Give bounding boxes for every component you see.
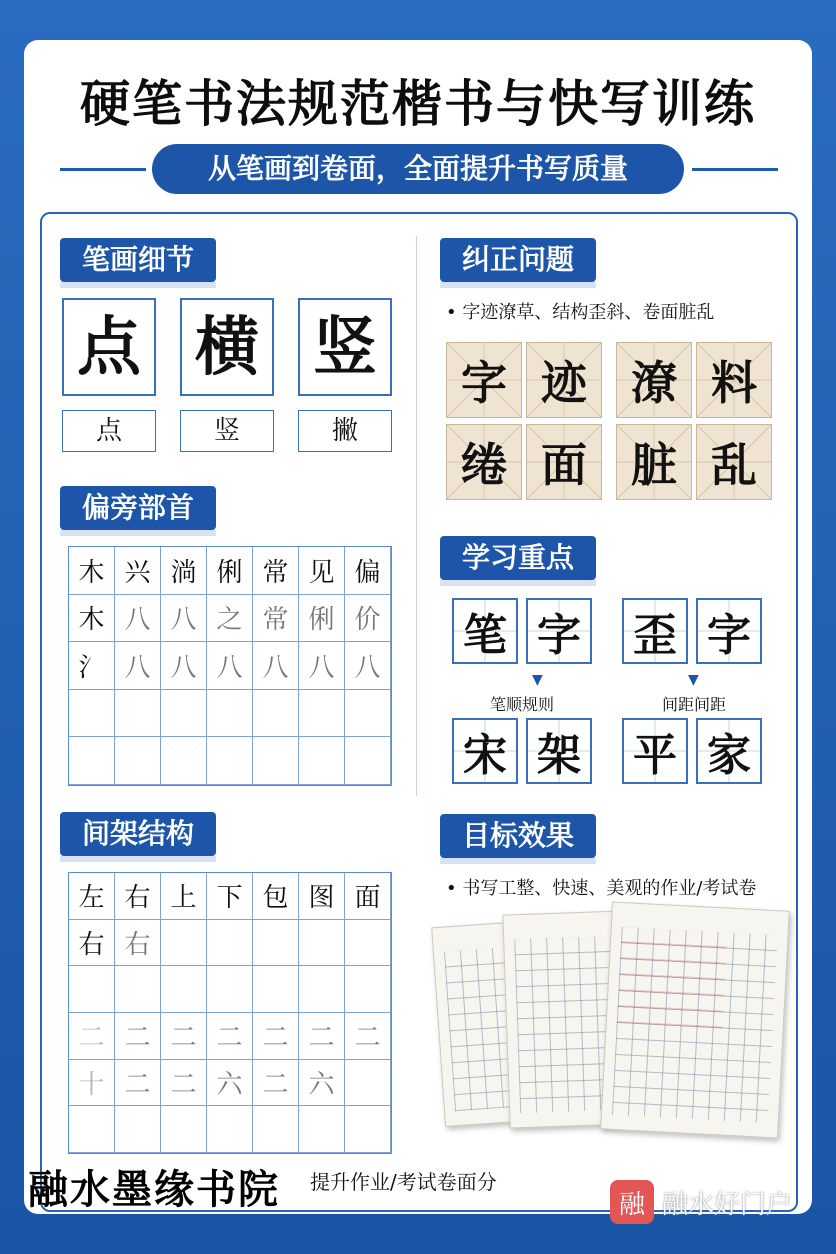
radicals-cell [253, 690, 299, 738]
structure-cell: 六 [299, 1060, 345, 1107]
section-tag-problems: 纠正问题 [440, 238, 596, 282]
subtitle-line-right [692, 168, 778, 171]
structure-cell: 右 [115, 873, 161, 920]
structure-cell [69, 966, 115, 1013]
structure-cell [253, 966, 299, 1013]
radicals-cell [69, 737, 115, 785]
subtitle-pill: 从笔画到卷面，全面提升书写质量 [152, 144, 684, 194]
stroke-big-char-2 [180, 298, 274, 396]
section-tag-strokes: 笔画细节 [60, 238, 216, 282]
radicals-cell: 见 [299, 547, 345, 595]
stroke-big-char-1-text: 点 [77, 310, 141, 385]
structure-cell: 面 [345, 873, 391, 920]
radicals-cell [115, 690, 161, 738]
stroke-caption-2: 竖 [180, 410, 274, 452]
structure-cell [207, 1106, 253, 1153]
radicals-cell: 木 [69, 595, 115, 643]
problem-char-7: 脏 [616, 424, 692, 500]
problems-bullet-text: 字迹潦草、结构歪斜、卷面脏乱 [462, 302, 715, 323]
radicals-cell: 氵 [69, 642, 115, 690]
radicals-cell [253, 737, 299, 785]
structure-cell: 六 [207, 1060, 253, 1107]
focus-bottom-char-1: 宋 [452, 718, 518, 784]
structure-cell: 左 [69, 873, 115, 920]
structure-practice-grid [68, 872, 392, 1154]
brand-tagline: 提升作业/考试卷面分 [310, 1170, 497, 1194]
watermark-text: 融水好门户 [662, 1189, 793, 1220]
radicals-cell: 八 [115, 642, 161, 690]
stroke-caption-3: 撇 [298, 410, 392, 452]
goals-bullet: • 书写工整、快速、美观的作业/考试卷 [446, 878, 757, 899]
structure-cell: 二 [115, 1013, 161, 1060]
focus-label-1: 笔顺规则 [490, 695, 555, 714]
radicals-cell [345, 737, 391, 785]
structure-cell: 十 [69, 1060, 115, 1107]
structure-cell [115, 1106, 161, 1153]
stroke-big-char-3 [298, 298, 392, 396]
structure-cell: 上 [161, 873, 207, 920]
structure-cell [207, 966, 253, 1013]
structure-cell [69, 1106, 115, 1153]
structure-cell [345, 920, 391, 967]
stroke-caption-1: 点 [62, 410, 156, 452]
radicals-cell: 偏 [345, 547, 391, 595]
problem-char-6: 面 [526, 424, 602, 500]
arrow-down-icon-1: ▼ [532, 672, 543, 688]
radicals-cell [115, 737, 161, 785]
structure-cell: 二 [161, 1013, 207, 1060]
problem-char-1: 字 [446, 342, 522, 418]
radicals-cell: 俐 [299, 595, 345, 643]
section-tag-focus: 学习重点 [440, 536, 596, 580]
arrow-down-icon-2: ▼ [688, 672, 699, 688]
radicals-cell: 兴 [115, 547, 161, 595]
radicals-cell: 价 [345, 595, 391, 643]
radicals-cell: 木 [69, 547, 115, 595]
structure-cell: 右 [115, 920, 161, 967]
structure-cell [253, 1106, 299, 1153]
radicals-cell: 淌 [161, 547, 207, 595]
structure-cell: 二 [161, 1060, 207, 1107]
radicals-cell [207, 690, 253, 738]
problem-char-2: 迹 [526, 342, 602, 418]
radicals-cell: 八 [299, 642, 345, 690]
radicals-cell [161, 690, 207, 738]
structure-cell: 二 [69, 1013, 115, 1060]
problem-char-5: 绻 [446, 424, 522, 500]
radicals-cell: 八 [161, 642, 207, 690]
radicals-cell [345, 690, 391, 738]
structure-cell: 二 [115, 1060, 161, 1107]
focus-label-2: 间距间距 [662, 695, 727, 714]
structure-cell [161, 966, 207, 1013]
radicals-cell: 八 [253, 642, 299, 690]
radicals-cell [299, 690, 345, 738]
section-tag-structure: 间架结构 [60, 812, 216, 856]
structure-cell [345, 1060, 391, 1107]
radicals-cell: 常 [253, 547, 299, 595]
structure-cell [299, 920, 345, 967]
subtitle-line-left [60, 168, 146, 171]
radicals-practice-grid [68, 546, 392, 786]
radicals-cell [69, 690, 115, 738]
goals-bullet-text: 书写工整、快速、美观的作业/考试卷 [462, 878, 757, 899]
focus-bottom-char-3: 平 [622, 718, 688, 784]
radicals-cell: 八 [161, 595, 207, 643]
focus-top-char-2: 字 [526, 598, 592, 664]
structure-cell: 图 [299, 873, 345, 920]
stroke-big-char-3-text: 竖 [313, 310, 377, 385]
problem-char-8: 乱 [696, 424, 772, 500]
structure-cell: 二 [345, 1013, 391, 1060]
stroke-big-char-1 [62, 298, 156, 396]
structure-cell [299, 1106, 345, 1153]
page-title: 硬笔书法规范楷书与快写训练 [80, 75, 756, 133]
structure-cell: 下 [207, 873, 253, 920]
radicals-cell: 俐 [207, 547, 253, 595]
structure-cell [161, 920, 207, 967]
problem-char-4: 料 [696, 342, 772, 418]
radicals-cell: 八 [115, 595, 161, 643]
section-tag-goals: 目标效果 [440, 814, 596, 858]
radicals-cell: 常 [253, 595, 299, 643]
section-tag-radicals: 偏旁部首 [60, 486, 216, 530]
structure-cell [345, 966, 391, 1013]
structure-cell [253, 920, 299, 967]
radicals-cell: 八 [207, 642, 253, 690]
watermark [610, 1180, 792, 1224]
focus-top-char-3: 歪 [622, 598, 688, 664]
problem-char-3: 潦 [616, 342, 692, 418]
structure-cell: 二 [299, 1013, 345, 1060]
structure-cell: 二 [207, 1013, 253, 1060]
stroke-big-char-2-text: 横 [195, 310, 259, 385]
focus-bottom-char-4: 家 [696, 718, 762, 784]
structure-cell: 右 [69, 920, 115, 967]
structure-cell: 二 [253, 1013, 299, 1060]
column-divider [416, 236, 417, 796]
brand-calligraphy: 融水墨缘书院 [28, 1166, 280, 1213]
structure-cell [345, 1106, 391, 1153]
structure-cell [299, 966, 345, 1013]
radicals-cell [161, 737, 207, 785]
structure-cell [207, 920, 253, 967]
focus-top-char-4: 字 [696, 598, 762, 664]
focus-top-char-1: 笔 [452, 598, 518, 664]
sample-paper-3-marks [617, 933, 727, 1029]
watermark-logo-icon: 融 [610, 1180, 654, 1224]
radicals-cell: 八 [345, 642, 391, 690]
structure-cell [115, 966, 161, 1013]
structure-cell: 包 [253, 873, 299, 920]
problems-bullet: • 字迹潦草、结构歪斜、卷面脏乱 [446, 302, 715, 323]
radicals-cell [207, 737, 253, 785]
structure-cell: 二 [253, 1060, 299, 1107]
radicals-cell [299, 737, 345, 785]
sample-paper-3 [600, 901, 790, 1138]
focus-bottom-char-2: 架 [526, 718, 592, 784]
radicals-cell: 之 [207, 595, 253, 643]
structure-cell [161, 1106, 207, 1153]
